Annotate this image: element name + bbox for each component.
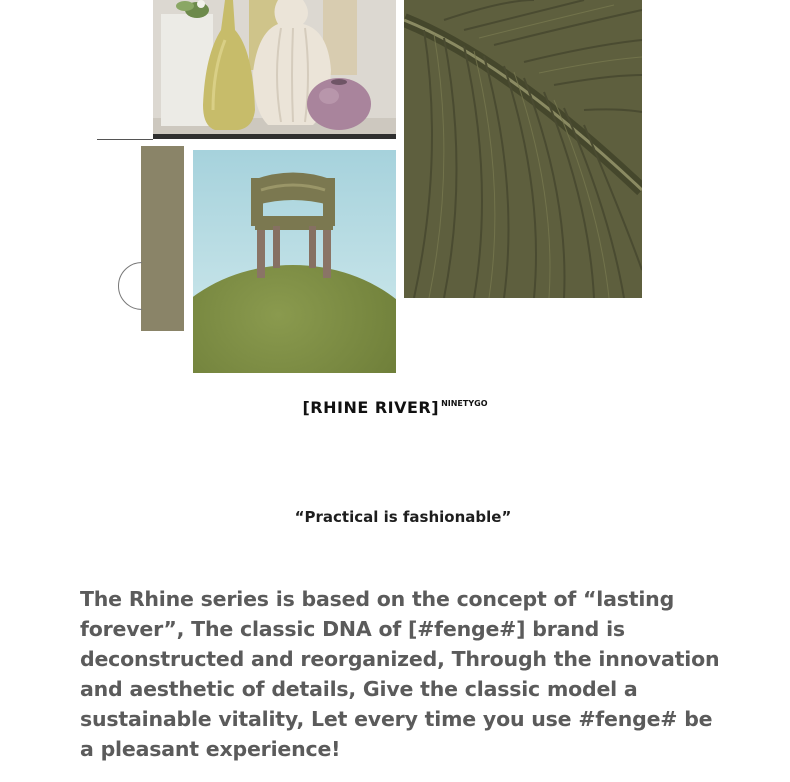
vases-photo [153,0,396,139]
slogan: “Practical is fashionable” [294,508,512,526]
brand-superscript: NINETYGO [441,399,488,408]
leaf-photo [404,0,642,298]
vases-illustration [153,0,396,139]
brand-logo [0,398,790,417]
palm-leaf-illustration [404,0,642,298]
moss-chair-illustration [193,150,396,373]
decorative-line [97,139,153,140]
olive-color-swatch [141,146,184,331]
description-paragraph: The Rhine series is based on the concept of “lasting forever”, The classic DNA of [#fenge#] brand is deconstructed and reorganized, Through the innovation and aesthetic of details, Give the classic model a sustainable vitality, Let every time you use #fenge# be a pleasant experience! [80,587,720,761]
chair-photo [193,150,396,373]
brand-name: [RHINE RIVER] [302,398,440,417]
